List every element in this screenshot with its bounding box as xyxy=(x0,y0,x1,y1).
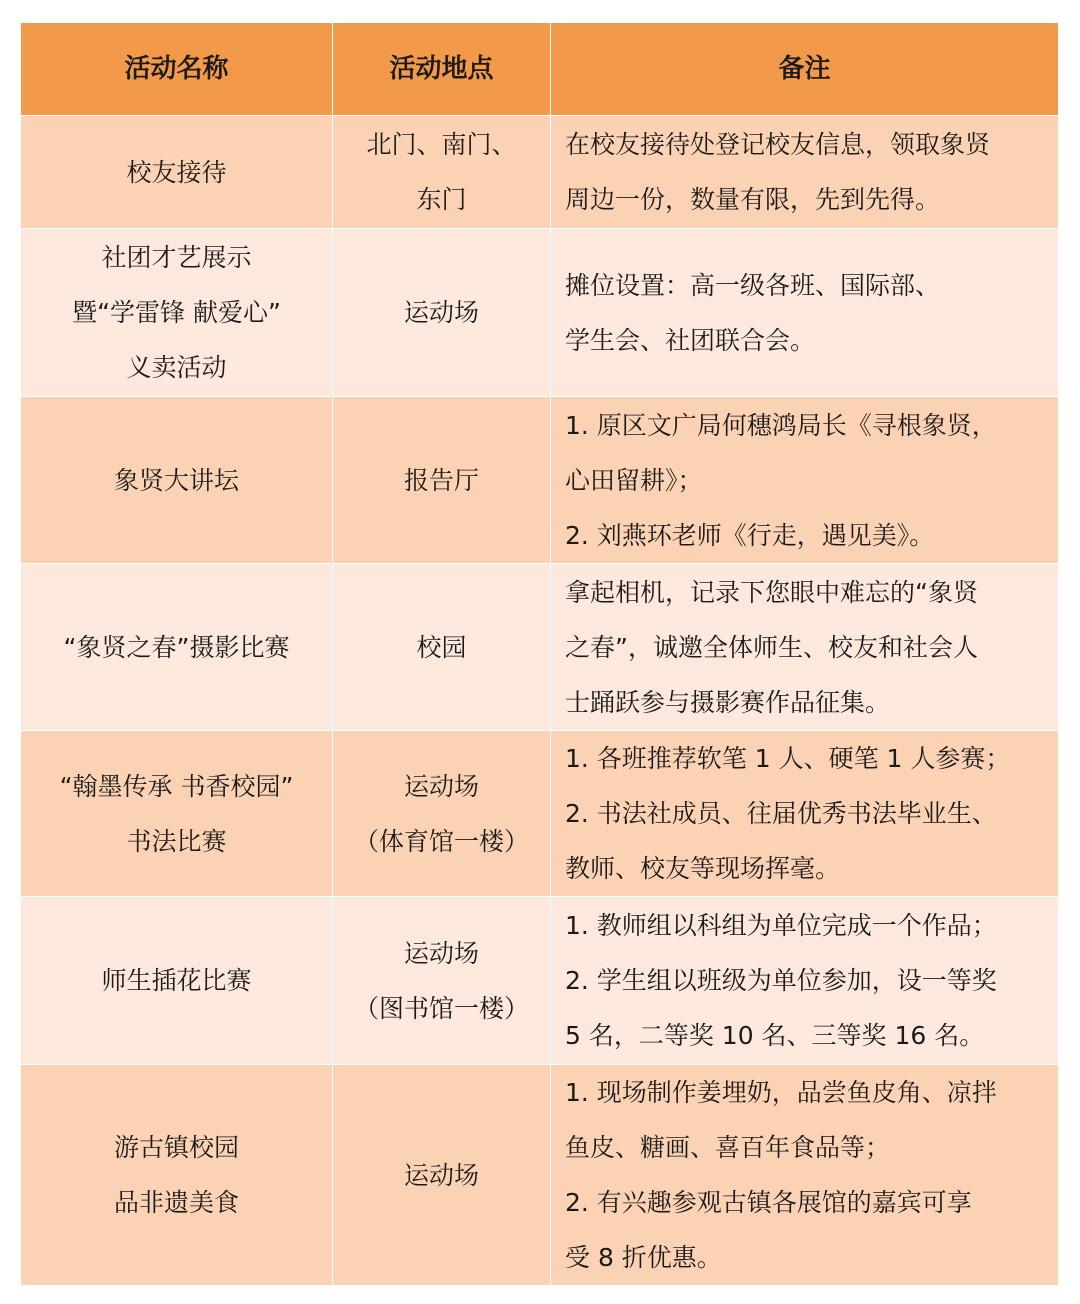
header-activity-name: 活动名称 xyxy=(21,23,333,116)
remarks-line: 鱼皮、糖画、喜百年食品等； xyxy=(565,1133,891,1162)
activity-location-line: （图书馆一楼） xyxy=(353,993,529,1023)
remarks-cell xyxy=(551,229,1059,397)
remarks-line: 周边一份，数量有限，先到先得。 xyxy=(565,185,941,214)
remarks-line: 2. 书法社成员、往届优秀书法毕业生、 xyxy=(565,799,997,828)
table-row xyxy=(21,397,1059,564)
activity-name-cell xyxy=(21,731,333,897)
activity-schedule-table xyxy=(20,22,1059,1286)
activity-name-cell xyxy=(21,116,333,229)
remarks-line: 2. 有兴趣参观古镇各展馆的嘉宾可享 xyxy=(565,1188,972,1217)
activity-location-cell xyxy=(333,564,551,731)
activity-name-line: 品非遗美食 xyxy=(113,1188,239,1217)
activity-name-line: 校友接待 xyxy=(126,157,227,187)
activity-name-cell xyxy=(21,564,333,731)
table-row xyxy=(21,731,1059,897)
remarks-line: 学生会、社团联合会。 xyxy=(565,325,816,355)
activity-location-line: 运动场 xyxy=(403,298,479,327)
activity-location-line: 运动场 xyxy=(403,1160,479,1190)
activity-location-line: 运动场 xyxy=(403,938,479,968)
activity-name-line: “象贤之春”摄影比赛 xyxy=(63,632,290,662)
activity-name-line: 义卖活动 xyxy=(126,353,227,382)
remarks-cell xyxy=(551,897,1059,1065)
activity-location-line: 校园 xyxy=(416,632,467,662)
remarks-cell xyxy=(551,731,1059,897)
remarks-line: 1. 原区文广局何穗鸿局长《寻根象贤， xyxy=(565,410,997,440)
remarks-line: 5 名，二等奖 10 名、三等奖 16 名。 xyxy=(565,1021,985,1050)
activity-location-cell xyxy=(333,397,551,564)
remarks-line: 2. 学生组以班级为单位参加，设一等奖 xyxy=(565,966,997,995)
activity-location-line: 报告厅 xyxy=(403,465,479,495)
table-row xyxy=(21,1065,1059,1286)
activity-name-line: 书法比赛 xyxy=(126,826,227,856)
activity-name-line: 象贤大讲坛 xyxy=(113,465,239,495)
activity-location-cell xyxy=(333,229,551,397)
remarks-line: 士踊跃参与摄影赛作品征集。 xyxy=(565,687,891,717)
activity-location-cell xyxy=(333,116,551,229)
header-activity-location: 活动地点 xyxy=(333,23,551,116)
activity-location-line: 北门、南门、 xyxy=(366,130,517,159)
activity-name-line: “翰墨传承 书香校园” xyxy=(59,771,294,801)
remarks-line: 摊位设置：高一级各班、国际部、 xyxy=(565,270,941,300)
remarks-cell xyxy=(551,397,1059,564)
activity-location-line: 运动场 xyxy=(403,771,479,801)
activity-name-cell xyxy=(21,397,333,564)
remarks-cell xyxy=(551,564,1059,731)
activity-name-line: 师生插花比赛 xyxy=(101,966,252,995)
table-row xyxy=(21,229,1059,397)
remarks-line: 之春”，诚邀全体师生、校友和社会人 xyxy=(565,632,978,662)
remarks-line: 受 8 折优惠。 xyxy=(565,1243,722,1272)
remarks-line: 在校友接待处登记校友信息，领取象贤 xyxy=(565,130,991,159)
activity-location-line: （体育馆一楼） xyxy=(353,826,529,856)
activity-name-line: 暨“学雷锋 献爱心” xyxy=(72,298,281,327)
table-header-row xyxy=(21,23,1059,116)
remarks-line: 2. 刘燕环老师《行走，遇见美》。 xyxy=(565,520,935,550)
remarks-line: 心田留耕》； xyxy=(565,465,703,495)
activity-name-cell xyxy=(21,1065,333,1286)
activity-name-cell xyxy=(21,897,333,1065)
activity-location-line: 东门 xyxy=(416,185,467,214)
table-row xyxy=(21,564,1059,731)
remarks-line: 1. 现场制作姜埋奶，品尝鱼皮角、凉拌 xyxy=(565,1078,997,1107)
remarks-line: 拿起相机，记录下您眼中难忘的“象贤 xyxy=(565,577,978,607)
header-remarks: 备注 xyxy=(551,23,1059,116)
table-row xyxy=(21,897,1059,1065)
activity-location-cell xyxy=(333,897,551,1065)
remarks-line: 教师、校友等现场挥毫。 xyxy=(565,854,841,883)
activity-location-cell xyxy=(333,1065,551,1286)
activity-location-cell xyxy=(333,731,551,897)
remarks-cell xyxy=(551,1065,1059,1286)
activity-name-cell xyxy=(21,229,333,397)
remarks-line: 1. 各班推荐软笔 1 人、硬笔 1 人参赛； xyxy=(565,744,1011,773)
activity-name-line: 游古镇校园 xyxy=(113,1133,239,1162)
table-row xyxy=(21,116,1059,229)
activity-name-line: 社团才艺展示 xyxy=(101,243,252,272)
remarks-line: 1. 教师组以科组为单位完成一个作品； xyxy=(565,911,997,940)
remarks-cell xyxy=(551,116,1059,229)
